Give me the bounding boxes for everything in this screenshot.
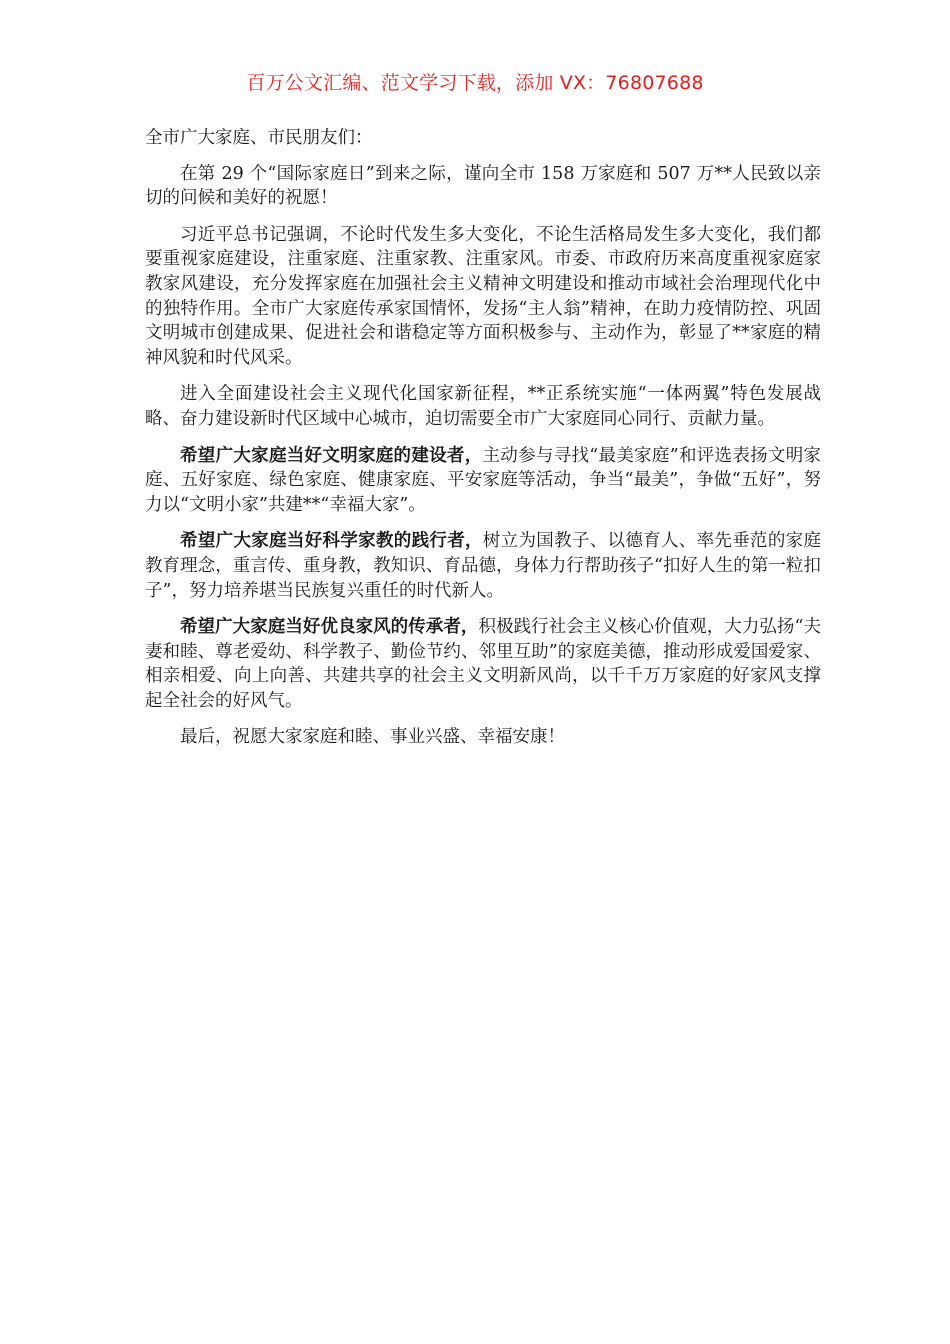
paragraph-closing <box>145 725 821 750</box>
paragraph-text: 最后，祝愿大家家庭和睦、事业兴盛、幸福安康！ <box>180 727 565 748</box>
paragraph-civilized-family <box>145 444 821 518</box>
paragraph-text: 主动参与寻找“最美家庭”和评选表扬文明家庭、五好家庭、绿色家庭、健康家庭、平安家庭等活动，争当“最美”，争做“五好”，努力以“文明小家”共建**“幸福大家”。 <box>145 445 821 515</box>
header-banner: 百万公文汇编、范文学习下载，添加 VX：76807688 <box>246 72 704 94</box>
paragraph-lead: 希望广大家庭当好科学家教的践行者， <box>180 531 483 552</box>
paragraph-text: 积极践行社会主义核心价值观，大力弘扬“夫妻和睦、尊老爱幼、科学教子、勤俭节约、邻里互助”的家庭美德，推动形成爱国爱家、相亲相爱、向上向善、共建共享的社会主义文明新风尚，以千千万万家庭的好家风支撑起全社会的好风气。 <box>145 617 821 711</box>
paragraph-text: 进入全面建设社会主义现代化国家新征程，**正系统实施“一体两翼”特色发展战略、奋力建设新时代区域中心城市，迫切需要全市广大家庭同心同行、贡献力量。 <box>145 384 821 429</box>
paragraph-text: 树立为国教子、以德育人、率先垂范的家庭教育理念，重言传、重身教，教知识、育品德，身体力行帮助孩子“扣好人生的第一粒扣子”，努力培养堪当民族复兴重任的时代新人。 <box>145 531 821 601</box>
letter-body <box>145 126 821 762</box>
paragraph-lead: 希望广大家庭当好文明家庭的建设者， <box>180 445 483 466</box>
paragraph-text: 在第 29 个“国际家庭日”到来之际，谨向全市 158 万家庭和 507 万**人民致以亲切的问候和美好的祝愿！ <box>145 163 821 209</box>
salutation: 全市广大家庭、市民朋友们： <box>145 128 373 148</box>
paragraph-family-education <box>145 529 821 603</box>
paragraph-text: 习近平总书记强调，不论时代发生多大变化，不论生活格局发生多大变化，我们都要重视家庭建设，注重家庭、注重家教、注重家风。市委、市政府历来高度重视家庭家教家风建设，充分发挥家庭在加强社会主义精神文明建设和推动市域社会治理现代化中的独特作用。全市广大家庭传承家国情怀，发扬“主人翁”精神，在助力疫情防控、巩固文明城市创建成果、促进社会和谐稳定等方面积极参与、主动作为，彰显了**家庭的精神风貌和时代风采。 <box>145 224 821 368</box>
paragraph-greeting <box>145 162 821 211</box>
paragraph-new-journey <box>145 382 821 431</box>
paragraph-family-tradition <box>145 615 821 713</box>
paragraph-instruction <box>145 223 821 371</box>
paragraph-lead: 希望广大家庭当好优良家风的传承者， <box>180 617 479 638</box>
